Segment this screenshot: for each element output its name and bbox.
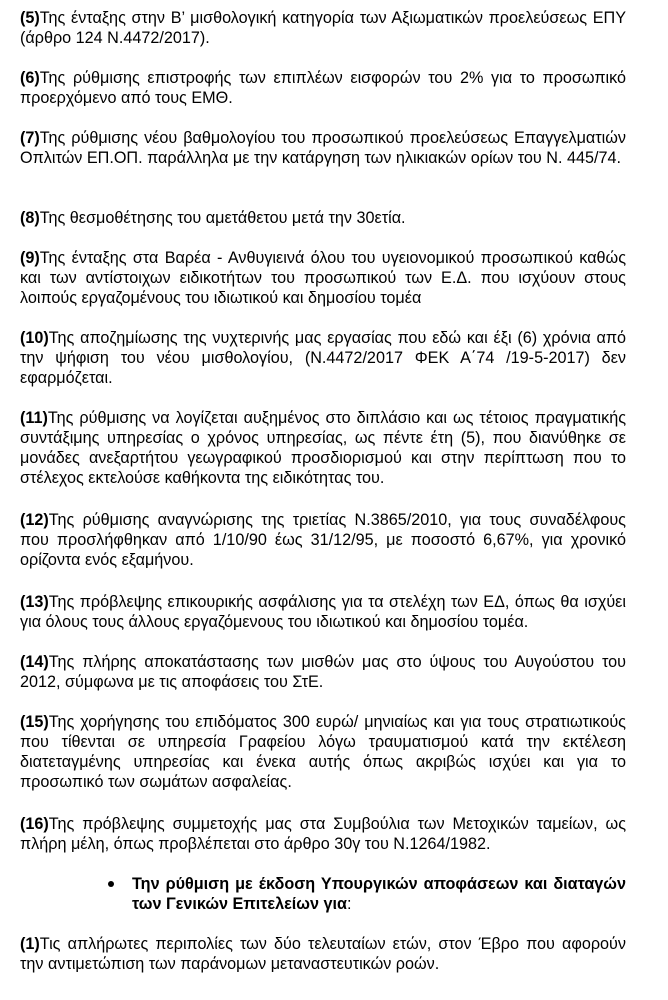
paragraph-number: (6)	[20, 69, 40, 87]
paragraph-number: (15)	[20, 713, 49, 731]
paragraph-number: (5)	[20, 9, 40, 27]
paragraph-text: Της πρόβλεψης επικουρικής ασφάλισης για τα στελέχη των ΕΔ, όπως θα ισχύει για όλους τους άλλους εργαζόμενους του ιδιωτικού και δημοσίου τομέα.	[20, 593, 626, 631]
paragraph-text: Της πρόβλεψης συμμετοχής μας στα Συμβούλια των Μετοχικών ταμείων, ως πλήρη μέλη, όπως προβλέπεται στο άρθρο 30γ του Ν.1264/1982.	[20, 815, 626, 853]
paragraph-text: Τις απλήρωτες περιπολίες των δύο τελευταίων ετών, στον Έβρο που αφορούν την αντιμετώπιση των παράνομων μεταναστευτικών ροών.	[20, 935, 626, 973]
paragraph-16	[20, 814, 626, 854]
paragraph-number: (8)	[20, 209, 40, 227]
paragraph-15	[20, 712, 626, 792]
paragraph-text: Της αποζημίωσης της νυχτερινής μας εργασίας που εδώ και έξι (6) χρόνια από την ψήφιση του νέου μισθολογίου, (Ν.4472/2017 ΦΕΚ Α΄74 /19-5-2017) δεν εφαρμόζεται.	[20, 329, 626, 387]
paragraph-text: Της ένταξης στα Βαρέα - Ανθυγιεινά όλου του υγειονομικού προσωπικού καθώς και των αντίστοιχων ειδικοτήτων του προσωπικού των Ε.Δ. που ισχύουν στους λοιπούς εργαζομένους του ιδιωτικού και δημοσίου τομέα	[20, 249, 626, 307]
paragraph-text: Της ρύθμισης επιστροφής των επιπλέων εισφορών του 2% για το προσωπικό προερχόμενο από τους ΕΜΘ.	[20, 69, 626, 107]
paragraph-9	[20, 248, 626, 308]
paragraph-6	[20, 68, 626, 108]
paragraph-13	[20, 592, 626, 632]
paragraph-11	[20, 408, 626, 488]
paragraph-1	[20, 934, 626, 974]
paragraph-text: Της ρύθμισης αναγνώρισης της τριετίας Ν.3865/2010, για τους συναδέλφους που προσλήφθηκαν από 1/10/90 έως 31/12/95, με ποσοστό 6,67%, για χρονικό ορίζοντα ενός εξαμήνου.	[20, 511, 626, 569]
paragraph-text: Της ρύθμισης νέου βαθμολογίου του προσωπικού προελεύσεως Επαγγελματιών Οπλιτών ΕΠ.ΟΠ. παράλληλα με την κατάργηση των ηλικιακών ορίων του Ν. 445/74.	[20, 129, 626, 167]
paragraph-number: (13)	[20, 593, 49, 611]
paragraph-8	[20, 208, 626, 228]
bullet-tail: :	[346, 895, 352, 913]
paragraph-12	[20, 510, 626, 570]
paragraph-number: (10)	[20, 329, 49, 347]
paragraph-number: (9)	[20, 249, 40, 267]
paragraph-number: (12)	[20, 511, 49, 529]
paragraph-text: Της θεσμοθέτησης του αμετάθετου μετά την 30ετία.	[39, 209, 406, 227]
paragraph-number: (11)	[20, 409, 48, 427]
paragraph-text: Της πλήρης αποκατάστασης των μισθών μας στο ύψους του Αυγούστου του 2012, σύμφωνα με τις αποφάσεις του ΣτΕ.	[20, 653, 626, 691]
paragraph-10	[20, 328, 626, 388]
paragraph-text: Της χορήγησης του επιδόματος 300 ευρώ/ μηνιαίως και για τους στρατιωτικούς που τίθενται σε υπηρεσία Γραφείου λόγω τραυματισμού κατά την εκτέλεση διατεταγμένης υπηρεσίας και ένεκα αυτής όπως ακριβώς ισχύει και για το προσωπικό των σωμάτων ασφαλείας.	[20, 713, 626, 791]
paragraph-number: (16)	[20, 815, 49, 833]
bullet-dot-icon	[108, 881, 114, 887]
paragraph-number: (14)	[20, 653, 49, 671]
bullet-bold-text: Την ρύθμιση με έκδοση Υπουργικών αποφάσεων και διαταγών των Γενικών Επιτελείων για	[132, 875, 626, 913]
paragraph-5	[20, 8, 626, 48]
paragraph-text: Της ρύθμισης να λογίζεται αυξημένος στο διπλάσιο και ως τέτοιος πραγματικής συντάξιμης υπηρεσίας ο χρόνος υπηρεσίας, ως πέντε έτη (5), που διανύθηκε σε μονάδες ανεξαρτήτου γεωγραφικού προσδιορισμού και στην περίπτωση που το στέλεχος εκτελούσε καθήκοντα της ειδικότητας του.	[20, 409, 626, 487]
paragraph-text: Της ένταξης στην Β’ μισθολογική κατηγορία των Αξιωματικών προελεύσεως ΕΠΥ (άρθρο 124 Ν.4472/2017).	[20, 9, 626, 47]
bullet-text	[132, 874, 626, 914]
paragraph-number: (7)	[20, 129, 40, 147]
paragraph-number: (1)	[20, 935, 40, 953]
paragraph-7	[20, 128, 626, 168]
paragraph-14	[20, 652, 626, 692]
